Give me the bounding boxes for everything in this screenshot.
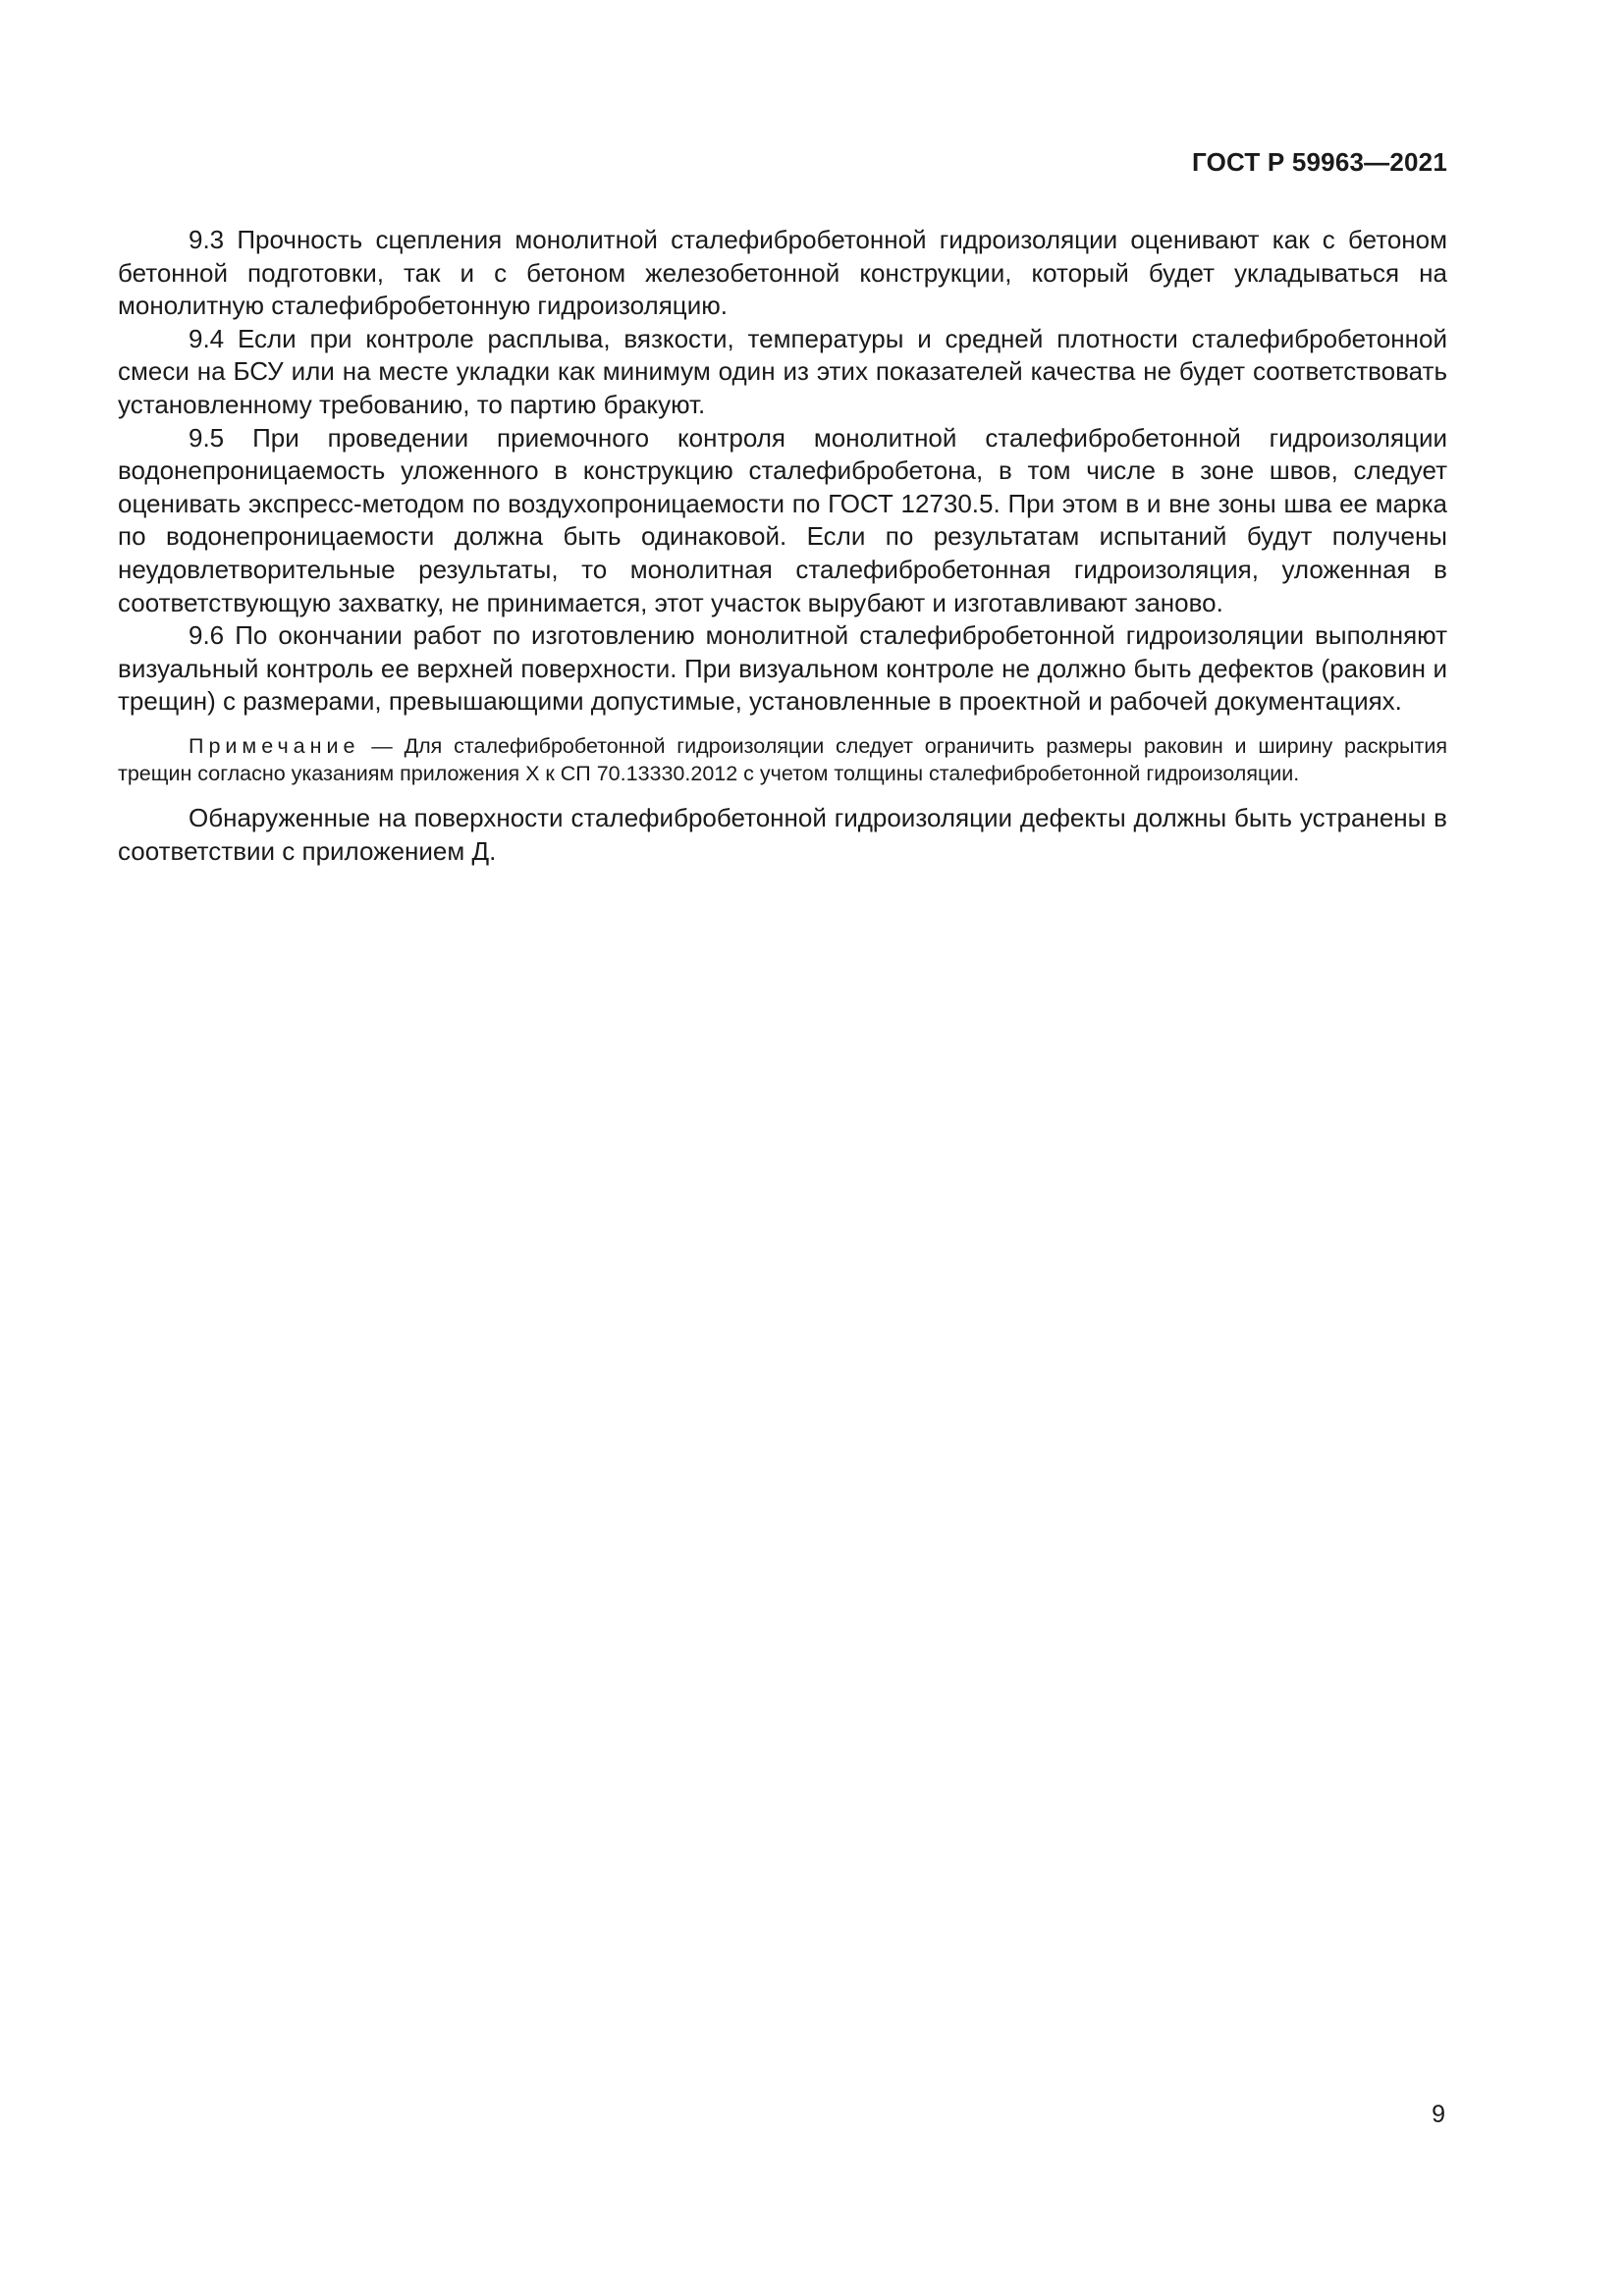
paragraph-9-5: 9.5 При проведении приемочного контроля монолитной сталефибробетонной гидроизоляции водонепроницаемость уложенного в конструкцию сталефибробетона, в том числе в зоне швов, следует оценивать экспресс-методом по воздухопроницаемости по ГОСТ 12730.5. При этом в и вне зоны шва ее марка по водонепроницаемости должна быть одинаковой. Если по результатам испытаний будут получены неудовлетворительные результаты, то монолитная сталефибробетонная гидроизоляция, уложенная в соответствующую захватку, не принимается, этот участок вырубают и изготавливают заново.	[118, 422, 1447, 617]
note-text: — Для сталефибробетонной гидроизоляции следует ограничить размеры раковин и ширину раскрытия трещин согласно указаниям приложения Х к СП 70.13330.2012 с учетом толщины сталефибробетонной гидроизоляции.	[118, 733, 1447, 786]
closing-paragraph: Обнаруженные на поверхности сталефибробетонной гидроизоляции дефекты должны быть устранены в соответствии с приложением Д.	[118, 802, 1447, 866]
document-code-header: ГОСТ Р 59963—2021	[1192, 147, 1447, 177]
note-block	[118, 732, 1447, 788]
paragraph-9-3: 9.3 Прочность сцепления монолитной сталефибробетонной гидроизоляции оценивают как с бетоном бетонной подготовки, так и с бетоном железобетонной конструкции, который будет укладываться на монолитную сталефибробетонную гидроизоляцию.	[118, 225, 1447, 321]
note-label: Примечание	[189, 733, 360, 758]
page-number: 9	[1432, 2101, 1445, 2128]
paragraph-9-4: 9.4 Если при контроле расплыва, вязкости, температуры и средней плотности сталефибробетонной смеси на БСУ или на месте укладки как минимум один из этих показателей качества не будет соответствовать установленному требованию, то партию бракуют.	[118, 323, 1447, 419]
document-body	[118, 224, 1447, 868]
paragraph-9-6: 9.6 По окончании работ по изготовлению монолитной сталефибробетонной гидроизоляции выполняют визуальный контроль ее верхней поверхности. При визуальном контроле не должно быть дефектов (раковин и трещин) с размерами, превышающими допустимые, установленные в проектной и рабочей документациях.	[118, 620, 1447, 717]
